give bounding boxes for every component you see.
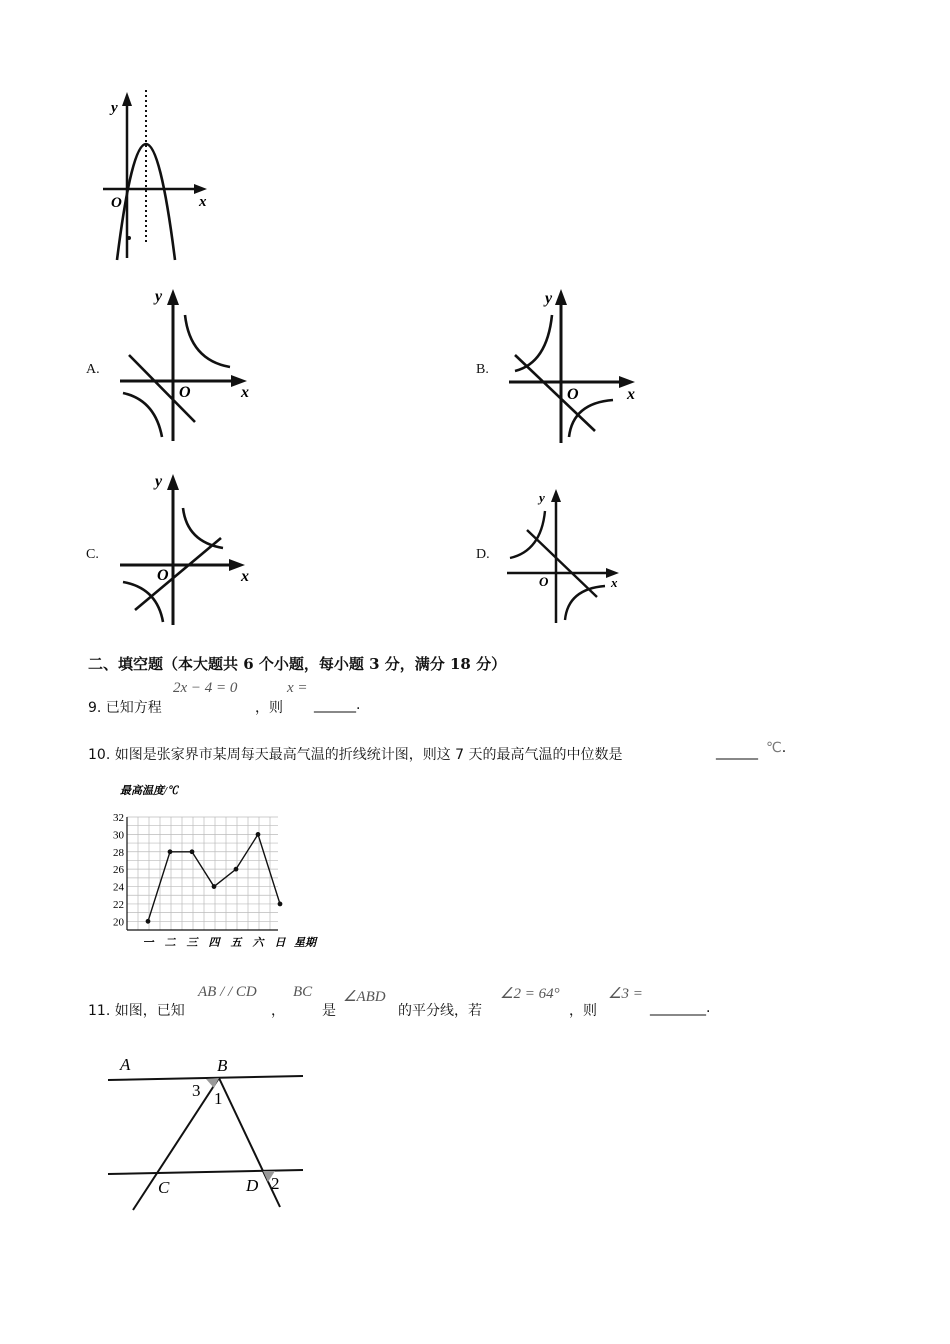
data-point bbox=[168, 849, 173, 854]
svg-text:D: D bbox=[246, 1176, 259, 1195]
svg-text:y: y bbox=[539, 490, 545, 505]
question-11-angle2: ∠2 = 64° bbox=[500, 986, 560, 1002]
question-11-then: ，则 bbox=[569, 1003, 597, 1019]
parallel-lines-figure bbox=[100, 1050, 315, 1215]
hyperbola-branch-lower bbox=[123, 393, 162, 437]
line-graph bbox=[515, 355, 595, 431]
question-9-equation: 2x − 4 = 0 bbox=[173, 680, 238, 696]
svg-text:O: O bbox=[179, 384, 191, 401]
hyperbola-branch-lower-right bbox=[569, 400, 613, 437]
y-label: y bbox=[111, 100, 118, 116]
option-b-graph[interactable] bbox=[505, 285, 650, 445]
x-label: x bbox=[199, 194, 207, 210]
temperature-line-chart bbox=[100, 780, 340, 950]
option-c-graph[interactable] bbox=[115, 470, 260, 630]
y-tick-label: 26 bbox=[113, 864, 124, 877]
y-tick-label: 32 bbox=[113, 812, 124, 824]
x-tick-label: 五 bbox=[230, 937, 242, 949]
svg-text:C: C bbox=[158, 1178, 170, 1197]
data-point bbox=[190, 849, 195, 854]
svg-text:x: x bbox=[627, 386, 635, 403]
x-tick-label: 六 bbox=[252, 937, 264, 949]
svg-text:x: x bbox=[241, 568, 249, 585]
svg-text:O: O bbox=[157, 567, 169, 584]
hyperbola-branch-upper-left bbox=[510, 511, 545, 558]
svg-text:y: y bbox=[155, 288, 163, 305]
svg-text:y: y bbox=[545, 290, 553, 307]
svg-text:x: x bbox=[241, 384, 249, 401]
intercept-dot bbox=[127, 236, 131, 240]
line-ab bbox=[108, 1076, 303, 1080]
origin-label: O bbox=[111, 195, 122, 211]
y-tick-label: 24 bbox=[113, 881, 124, 894]
svg-text:3: 3 bbox=[192, 1081, 201, 1100]
x-tick-label: 一 bbox=[142, 937, 154, 949]
y-tick-label: 20 bbox=[113, 916, 124, 929]
question-10-unit: ℃. bbox=[766, 740, 787, 756]
x-axis-arrow bbox=[194, 184, 207, 194]
line-graph bbox=[527, 530, 597, 597]
question-11-is: 是 bbox=[322, 1003, 336, 1019]
option-a-graph[interactable] bbox=[115, 285, 260, 445]
svg-text:y: y bbox=[155, 473, 163, 490]
option-d-graph[interactable] bbox=[505, 485, 635, 625]
question-11-comma: ， bbox=[271, 1003, 285, 1019]
y-tick-label: 22 bbox=[113, 898, 124, 911]
y-tick-label: 28 bbox=[113, 846, 124, 859]
svg-text:A: A bbox=[120, 1055, 131, 1074]
x-tick-label: 日 bbox=[274, 937, 286, 949]
svg-text:x: x bbox=[611, 575, 618, 590]
question-10-blank[interactable]: ______ bbox=[716, 744, 758, 760]
question-11-bc: BC bbox=[293, 984, 313, 1000]
y-tick-label: 30 bbox=[113, 829, 124, 842]
question-11-angle3: ∠3 = bbox=[608, 986, 643, 1002]
svg-text:B: B bbox=[217, 1056, 228, 1075]
question-11-blank[interactable]: ________. bbox=[650, 1000, 711, 1016]
question-9-blank[interactable]: ______. bbox=[314, 697, 361, 713]
question-11-bisector: 的平分线，若 bbox=[398, 1003, 482, 1019]
hyperbola-branch-upper-left bbox=[515, 315, 552, 371]
svg-text:O: O bbox=[567, 386, 579, 403]
x-axis-label: 星期 bbox=[294, 937, 316, 949]
question-11-angle-abd: ∠ABD bbox=[343, 989, 386, 1005]
data-point bbox=[212, 884, 217, 889]
line-graph bbox=[135, 538, 221, 610]
option-b-label[interactable]: B. bbox=[476, 362, 489, 377]
top-parabola-graph bbox=[95, 88, 215, 263]
question-9-mid: ，则 bbox=[255, 700, 283, 716]
hyperbola-branch-lower-right bbox=[565, 586, 605, 620]
x-tick-label: 二 bbox=[164, 937, 176, 949]
y-axis-arrow bbox=[122, 92, 132, 106]
data-point bbox=[278, 902, 283, 907]
question-10-text: 10. 如图是张家界市某周每天最高气温的折线统计图，则这 7 天的最高气温的中位数是 bbox=[88, 747, 623, 763]
data-point bbox=[256, 832, 261, 837]
section-2-title: 二、填空题（本大题共 6 个小题，每小题 3 分，满分 18 分） bbox=[88, 655, 507, 673]
option-c-label[interactable]: C. bbox=[86, 547, 99, 562]
svg-text:O: O bbox=[539, 574, 549, 589]
chart-title: 最高温度/℃ bbox=[120, 785, 179, 797]
question-9-var: x = bbox=[287, 680, 308, 696]
option-a-label[interactable]: A. bbox=[86, 362, 100, 377]
hyperbola-branch-upper bbox=[185, 315, 230, 367]
question-11-prefix: 11. 如图，已知 bbox=[88, 1003, 185, 1019]
data-point bbox=[146, 919, 151, 924]
data-point bbox=[234, 867, 239, 872]
x-tick-label: 三 bbox=[186, 937, 198, 949]
option-d-label[interactable]: D. bbox=[476, 547, 490, 562]
svg-text:1: 1 bbox=[214, 1089, 223, 1108]
svg-text:2: 2 bbox=[271, 1174, 280, 1193]
line-bc bbox=[133, 1078, 219, 1210]
question-9-prefix: 9. 已知方程 bbox=[88, 700, 162, 716]
x-tick-label: 四 bbox=[208, 937, 220, 949]
question-11-parallel: AB / / CD bbox=[198, 984, 257, 1000]
